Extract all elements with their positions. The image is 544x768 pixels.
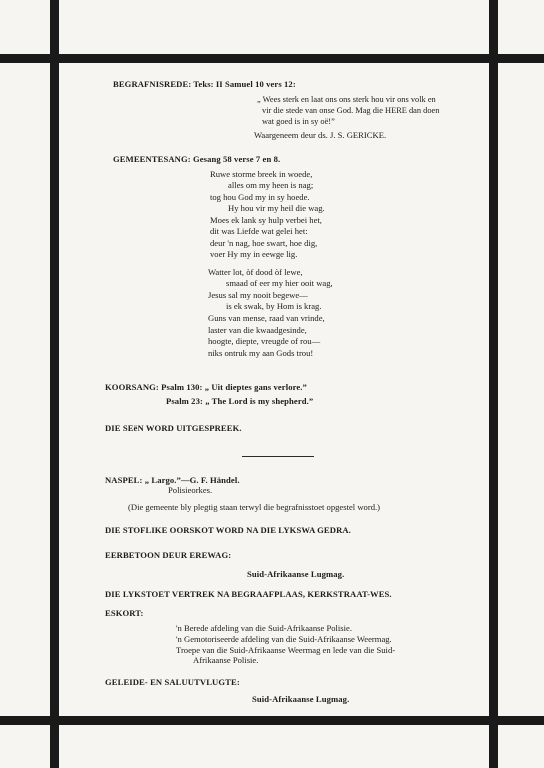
border-top — [0, 54, 544, 63]
seen-heading: DIE SEëN WORD UITGESPREEK. — [105, 423, 242, 433]
waargeneem-text: Waargeneem deur ds. J. S. GERICKE. — [254, 130, 387, 140]
begrafnisrede-quote-line: „ Wees sterk en laat ons ons sterk hou vir ons volk en — [257, 95, 436, 104]
begrafnisrede-quote-line: vir die stede van onse God. Mag die HERE dan doen — [262, 106, 440, 115]
hymn-line: Moes ek lank sy hulp verbei het, — [210, 215, 322, 225]
hymn-line: Jesus sal my nooit begewe— — [208, 290, 308, 300]
hymn-line: voer Hy my in eewge lig. — [210, 249, 298, 259]
eerbetoon-unit: Suid-Afrikaanse Lugmag. — [247, 569, 345, 579]
border-bottom — [0, 716, 544, 725]
hymn-line: Ruwe storme breek in woede, — [210, 169, 313, 179]
hymn-line: is ek swak, by Hom is krag. — [226, 301, 322, 311]
hymn-line: deur 'n nag, hoe swart, hoe dig, — [210, 238, 318, 248]
eskort-item: 'n Gemotoriseerde afdeling van die Suid-Afrikaanse Weermag. — [176, 634, 392, 644]
hymn-line: tog hou God my in sy hoede. — [210, 192, 310, 202]
koorsang-line: Psalm 23: „ The Lord is my shepherd.” — [166, 396, 314, 406]
hymn-line: smaad of eer my hier ooit wag, — [226, 278, 333, 288]
hymn-line: dit was Liefde wat gelei het: — [210, 226, 308, 236]
border-right — [489, 0, 498, 768]
geleide-heading: GELEIDE- EN SALUUTVLUGTE: — [105, 677, 240, 687]
naspel-orchestra: Polisieorkes. — [168, 485, 213, 495]
hymn-line: laster van die kwaadgesinde, — [208, 325, 307, 335]
hymn-line: Guns van mense, raad van vrinde, — [208, 313, 325, 323]
geleide-unit: Suid-Afrikaanse Lugmag. — [252, 694, 350, 704]
eerbetoon-heading: EERBETOON DEUR EREWAG: — [105, 550, 232, 560]
stoflike-heading: DIE STOFLIKE OORSKOT WORD NA DIE LYKSWA GEDRA. — [105, 525, 351, 535]
hymn-line: niks ontruk my aan Gods trou! — [208, 348, 314, 358]
naspel-heading: NASPEL: „ Largo.”—G. F. Händel. — [105, 475, 240, 485]
hymn-line: Watter lot, òf dood òf lewe, — [208, 267, 303, 277]
naspel-note: (Die gemeente bly plegtig staan terwyl die begrafnisstoet opgestel word.) — [128, 502, 381, 512]
hymn-line: hoogte, diepte, vreugde of rou— — [208, 336, 321, 346]
eskort-item: 'n Berede afdeling van die Suid-Afrikaanse Polisie. — [176, 623, 352, 633]
begrafnisrede-quote-line: wat goed is in sy oë!” — [262, 117, 335, 126]
gemeentesang-heading: GEMEENTESANG: Gesang 58 verse 7 en 8. — [113, 154, 281, 164]
border-left — [50, 0, 59, 768]
eskort-item: Troepe van die Suid-Afrikaanse Weermag en lede van die Suid- — [176, 645, 396, 655]
hymn-line: Hy hou vir my heil die wag. — [228, 203, 325, 213]
lykstoet-heading: DIE LYKSTOET VERTREK NA BEGRAAFPLAAS, KERKSTRAAT-WES. — [105, 589, 392, 599]
koorsang-line: KOORSANG: Psalm 130: „ Uit dieptes gans verlore.” — [105, 382, 307, 392]
hymn-line: alles om my heen is nag; — [228, 180, 314, 190]
begrafnisrede-heading: BEGRAFNISREDE: Teks: II Samuel 10 vers 12: — [113, 79, 296, 89]
section-divider — [242, 456, 314, 457]
eskort-heading: ESKORT: — [105, 608, 144, 618]
eskort-item: Afrikaanse Polisie. — [193, 655, 259, 665]
